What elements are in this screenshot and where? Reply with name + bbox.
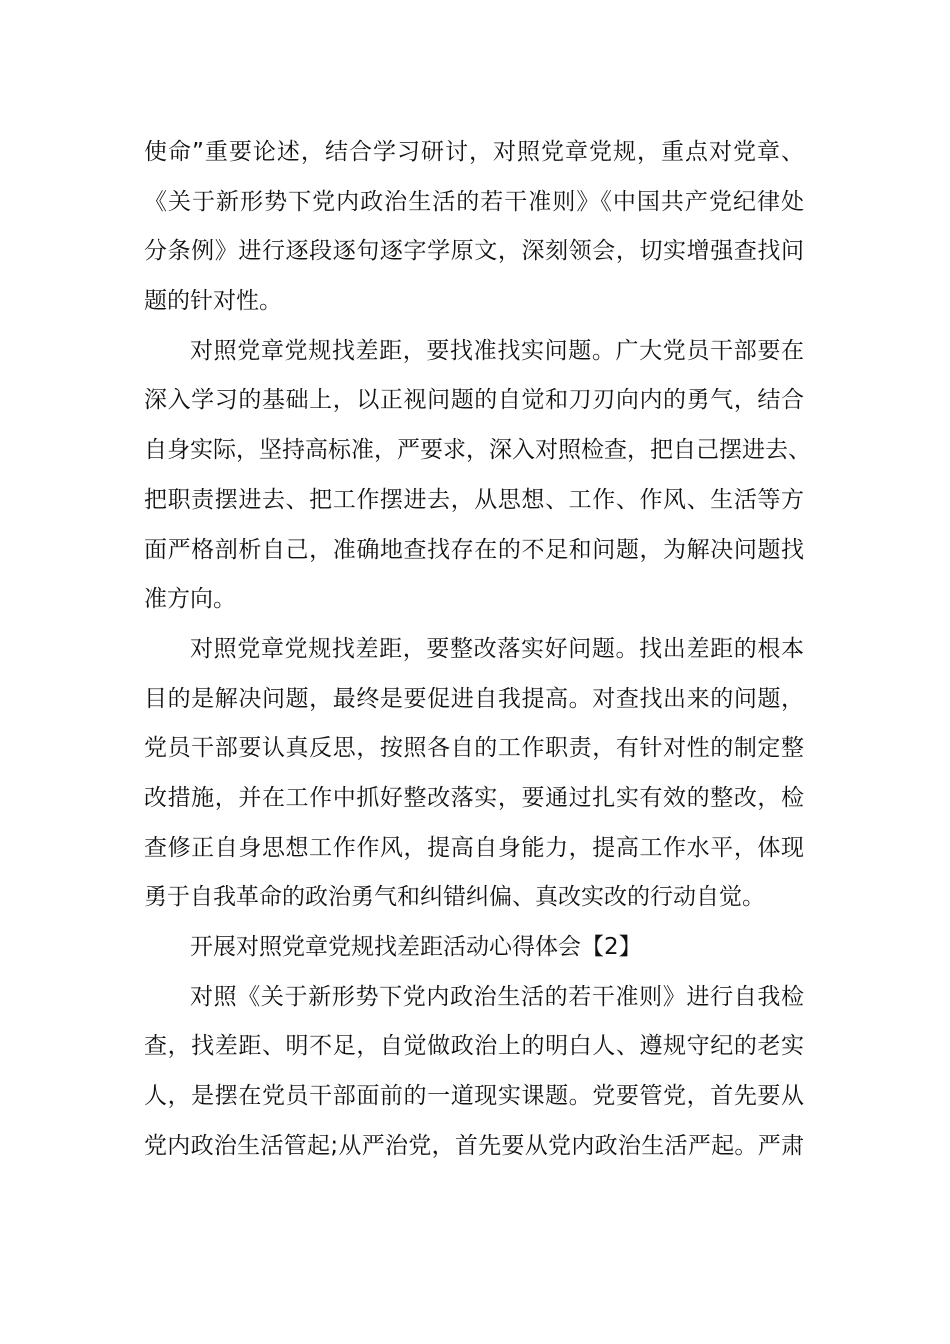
text-line: 查修正自身思想工作作风，提高自身能力，提高工作水平，体现 [144, 834, 804, 861]
text-line: 自身实际，坚持高标准，严要求，深入对照检查，把自己摆进去、 [144, 437, 811, 464]
text-line: 面严格剖析自己，准确地查找存在的不足和问题，为解决问题找 [144, 536, 804, 563]
text-line: 题的针对性。 [144, 288, 282, 315]
text-line: 查，找差距、明不足，自觉做政治上的明白人、遵规守纪的老实 [144, 1033, 804, 1060]
text-line: 勇于自我革命的政治勇气和纠错纠偏、真改实改的行动自觉。 [144, 884, 765, 911]
text-line: 《关于新形势下党内政治生活的若干准则》《中国共产党纪律处 [144, 188, 804, 215]
text-line: 对照党章党规找差距，要整改落实好问题。找出差距的根本 [190, 635, 804, 662]
text-line: 目的是解决问题，最终是要促进自我提高。对查找出来的问题， [144, 685, 804, 712]
text-line: 把职责摆进去、把工作摆进去，从思想、工作、作风、生活等方 [144, 486, 804, 513]
text-line: 深入学习的基础上，以正视问题的自觉和刀刃向内的勇气，结合 [144, 387, 804, 414]
text-line: 准方向。 [144, 586, 236, 613]
text-line: 分条例》进行逐段逐句逐字学原文，深刻领会，切实增强查找问 [144, 238, 804, 265]
text-line: 对照党章党规找差距，要找准找实问题。广大党员干部要在 [190, 337, 804, 364]
document-body [144, 128, 811, 1171]
text-line: 对照《关于新形势下党内政治生活的若干准则》进行自我检 [190, 983, 804, 1010]
text-line: 人，是摆在党员干部面前的一道现实课题。党要管党，首先要从 [144, 1083, 804, 1110]
text-line: 开展对照党章党规找差距活动心得体会【2】 [190, 934, 642, 960]
text-line: 改措施，并在工作中抓好整改落实，要通过扎实有效的整改，检 [144, 784, 804, 811]
text-line: 党员干部要认真反思，按照各自的工作职责，有针对性的制定整 [144, 735, 804, 762]
text-line: 使命”重要论述，结合学习研讨，对照党章党规，重点对党章、 [144, 139, 804, 165]
text-line: 党内政治生活管起;从严治党，首先要从党内政治生活严起。严肃 [144, 1132, 804, 1159]
